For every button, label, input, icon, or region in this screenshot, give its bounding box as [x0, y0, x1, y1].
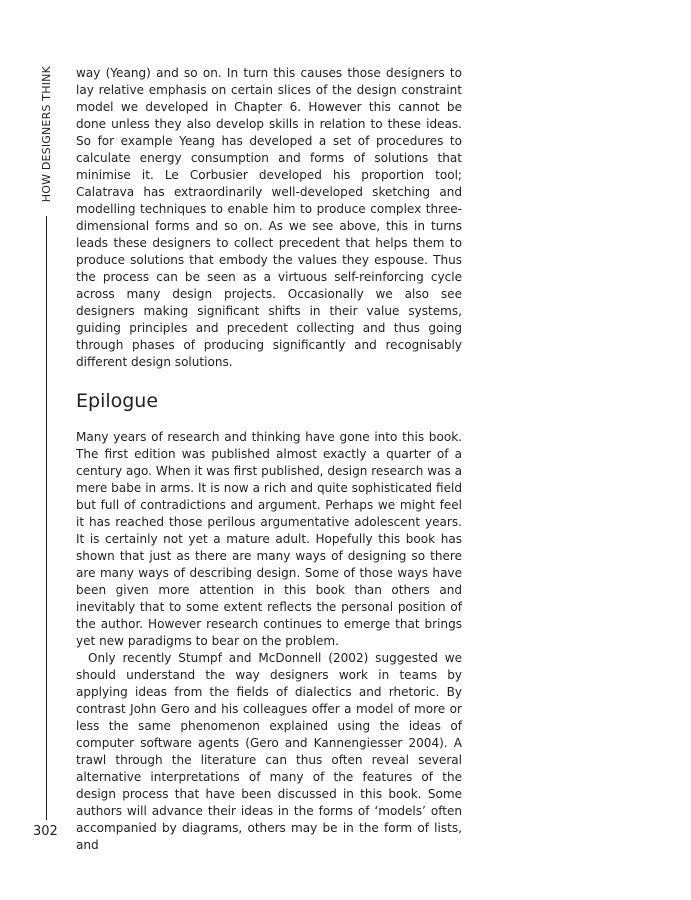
running-head-text: HOW DESIGNERS THINK [40, 66, 53, 203]
section-heading: Epilogue [76, 390, 159, 412]
paragraph: way (Yeang) and so on. In turn this causes those designers to lay relative emphasis on certain slices of the design constraint model we developed in Chapter 6. However this cannot be done unless they also develop skills in relation to these ideas. So for example Yeang has developed a set of procedures to calculate energy consumption and forms of solutions that minimise it. Le Corbusier developed his proportion tool; Calatrava has extraordinarily well-developed sketching and modelling techniques to enable him to produce complex three-dimensional forms and so on. As we see above, this in turns leads these designers to collect precedent that helps them to produce solutions that embody the values they espouse. Thus the process can be seen as a virtuous self-reinforcing cycle across many design projects. Occasionally we also see designers making significant shifts in their value systems, guiding principles and precedent collecting and thus going through phases of producing significantly and recognisably different design solutions. [76, 66, 462, 369]
margin-rule [46, 216, 47, 820]
body-text-epilogue [76, 429, 462, 854]
body-text-top [76, 65, 462, 371]
paragraph: Many years of research and thinking have gone into this book. The first edition was published almost exactly a quarter of a century ago. When it was first published, design research was a mere babe in arms. It is now a rich and quite sophisticated field but full of contradictions and argument. Perhaps we might feel it has reached those perilous argumentative adolescent years. It is certainly not yet a mature adult. Hopefully this book has shown that just as there are many ways of designing so there are many ways of describing design. Some of those ways have been given more attention in this book than others and inevitably that to some extent reflects the personal position of the author. However research continues to emerge that brings yet new paradigms to bear on the problem. [76, 430, 462, 648]
paragraph: Only recently Stumpf and McDonnell (2002) suggested we should understand the way designers work in teams by applying ideas from the fields of dialectics and rhetoric. By contrast John Gero and his colleagues offer a model of more or less the same phenomenon explained using the ideas of computer software agents (Gero and Kannengiesser 2004). A trawl through the literature can thus often reveal several alternative interpretations of many of the features of the design process that have been discussed in this book. Some authors will advance their ideas in the forms of ‘models’ often accompanied by diagrams, others may be in the form of lists, and [76, 651, 462, 852]
running-head [37, 66, 57, 206]
page-number: 302 [33, 824, 58, 839]
